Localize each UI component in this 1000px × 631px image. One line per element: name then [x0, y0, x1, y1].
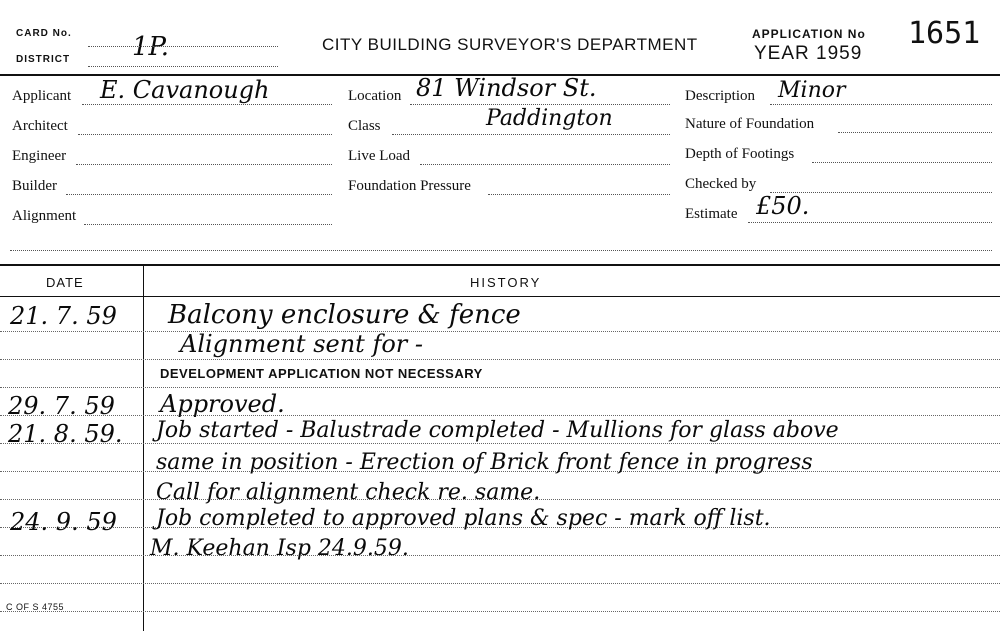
class-line	[392, 134, 670, 135]
date-column-divider	[143, 266, 144, 631]
entry-line: M. Keehan Isp 24.9.59.	[150, 536, 409, 561]
description-value: Minor	[778, 78, 846, 103]
history-header: HISTORY	[470, 275, 542, 290]
application-number: 1651	[908, 16, 981, 51]
entry-date: 21. 7. 59	[10, 302, 117, 330]
applicant-label: Applicant	[12, 88, 72, 104]
builder-label: Builder	[12, 178, 57, 194]
live-load-line	[420, 164, 670, 165]
entry-line: Alignment sent for -	[180, 330, 423, 358]
table-top-rule	[0, 264, 1000, 266]
foundation-pressure-label: Foundation Pressure	[348, 178, 471, 194]
engineer-label: Engineer	[12, 148, 67, 164]
location-label: Location	[348, 88, 402, 104]
estimate-label: Estimate	[685, 206, 738, 222]
card-no-label: CARD No.	[16, 28, 72, 39]
live-load-label: Live Load	[348, 148, 411, 164]
architect-label: Architect	[12, 118, 68, 134]
table-header-rule	[0, 296, 1000, 297]
engineer-line	[76, 164, 332, 165]
applicant-value: E. Cavanough	[100, 76, 270, 104]
depth-footings-label: Depth of Footings	[685, 146, 795, 162]
form-code: C OF S 4755	[6, 602, 65, 612]
blank-line	[10, 250, 992, 251]
department-title: CITY BUILDING SURVEYOR'S DEPARTMENT	[322, 35, 698, 54]
class-label: Class	[348, 118, 381, 134]
depth-footings-line	[812, 162, 992, 163]
builder-line	[66, 194, 332, 195]
applicant-line	[82, 104, 332, 105]
ruled-line	[0, 359, 1000, 360]
description-line	[770, 104, 992, 105]
ruled-line	[0, 415, 1000, 416]
alignment-label: Alignment	[12, 208, 77, 224]
district-value: 1P.	[132, 32, 170, 62]
ruled-line	[0, 583, 1000, 584]
entry-line: Job completed to approved plans & spec - mark off list.	[156, 506, 771, 531]
architect-line	[78, 134, 332, 135]
class-value: Paddington	[486, 106, 613, 131]
checked-by-label: Checked by	[685, 176, 757, 192]
card-no-line	[88, 46, 278, 47]
stamp: DEVELOPMENT APPLICATION NOT NECESSARY	[160, 366, 483, 381]
application-no-label: APPLICATION No	[752, 27, 866, 41]
location-value: 81 Windsor St.	[416, 74, 597, 102]
nature-foundation-label: Nature of Foundation	[685, 116, 815, 132]
ruled-line	[0, 611, 1000, 612]
alignment-line	[84, 224, 332, 225]
date-header: DATE	[46, 275, 84, 290]
entry-line: Approved.	[160, 390, 285, 418]
entry-line: Job started - Balustrade completed - Mullions for glass above	[156, 418, 839, 443]
ruled-line	[0, 443, 1000, 444]
district-label: DISTRICT	[16, 54, 71, 65]
description-label: Description	[685, 88, 755, 104]
ruled-line	[0, 387, 1000, 388]
ruled-line	[0, 331, 1000, 332]
entry-date: 29. 7. 59	[8, 392, 115, 420]
district-line	[88, 66, 278, 67]
nature-foundation-line	[838, 132, 992, 133]
foundation-pressure-line	[488, 194, 670, 195]
entry-line: same in position - Erection of Brick front fence in progress	[156, 450, 813, 475]
entry-date: 21. 8. 59.	[8, 420, 123, 448]
estimate-value: £50.	[756, 192, 810, 220]
year-label: YEAR 1959	[754, 43, 863, 64]
estimate-line	[748, 222, 992, 223]
entry-line: Call for alignment check re. same.	[156, 480, 541, 505]
entry-date: 24. 9. 59	[10, 508, 117, 536]
entry-line: Balcony enclosure & fence	[168, 300, 521, 330]
location-line	[410, 104, 670, 105]
